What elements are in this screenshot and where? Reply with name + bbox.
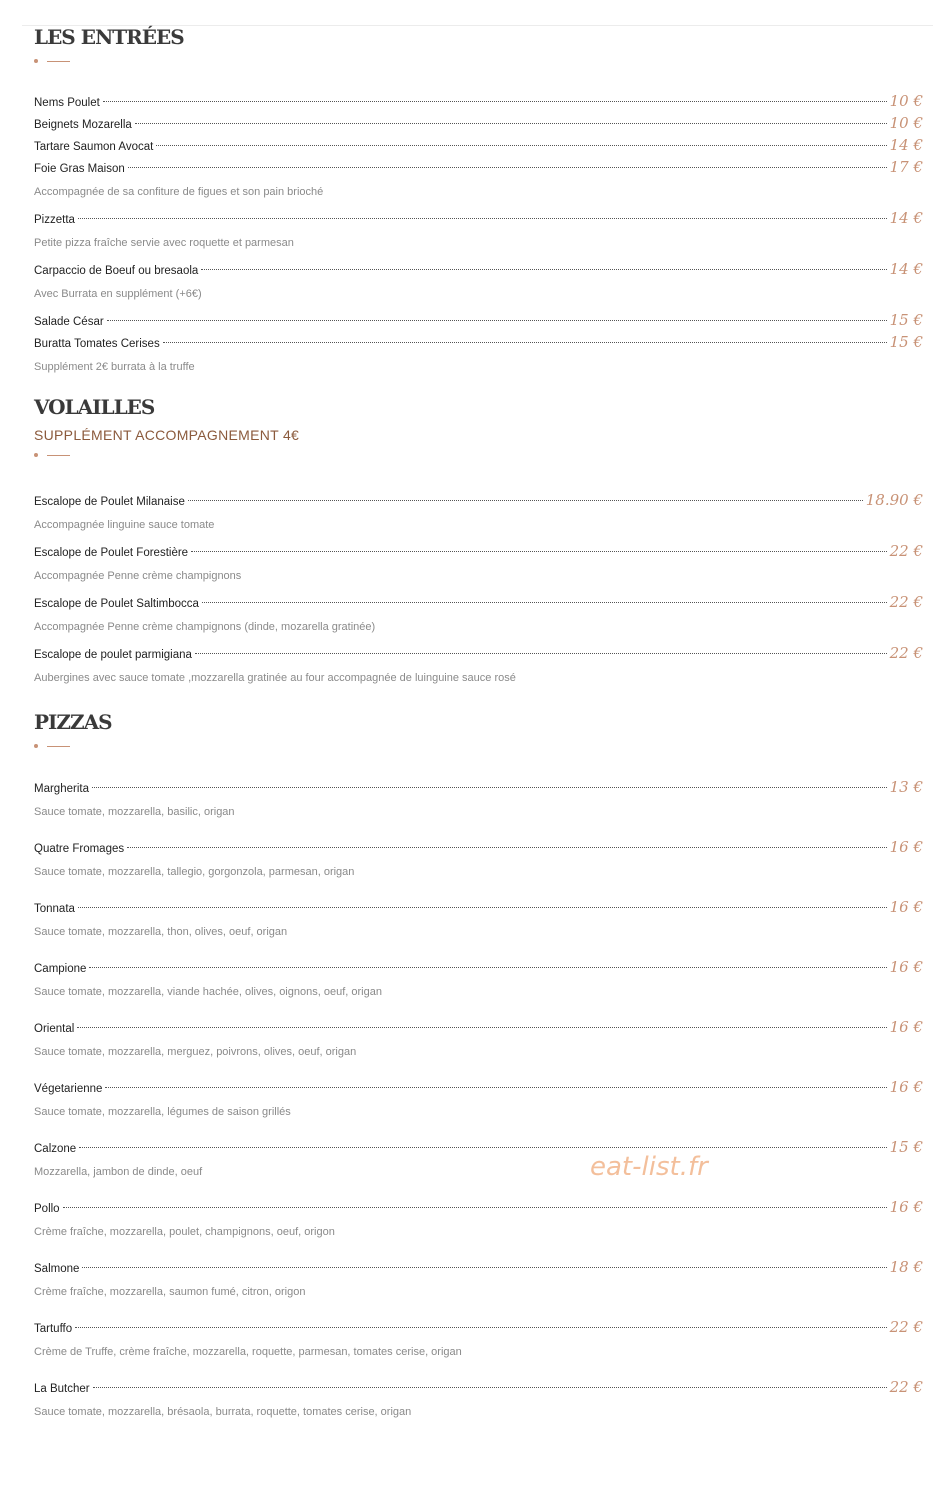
menu-item-row xyxy=(34,1316,923,1338)
menu-item-price: 22 € xyxy=(889,542,923,560)
menu-item xyxy=(34,642,923,693)
dotted-leader xyxy=(163,341,887,343)
menu-item-name: Beignets Mozarella xyxy=(34,119,132,131)
menu-item-price: 14 € xyxy=(889,260,923,278)
menu-item xyxy=(34,1376,923,1427)
menu-item-row xyxy=(34,540,923,562)
menu-item-name: Escalope de Poulet Forestière xyxy=(34,547,189,559)
divider-dot-icon xyxy=(34,744,38,748)
menu-item-name: Escalope de Poulet Saltimbocca xyxy=(34,598,199,610)
dotted-leader xyxy=(188,499,863,501)
menu-item xyxy=(34,1076,923,1127)
menu-item-name: Salade César xyxy=(34,316,104,328)
menu-item-price: 13 € xyxy=(889,778,923,796)
menu-item xyxy=(34,1316,923,1367)
menu-item xyxy=(34,112,923,134)
menu-item-row xyxy=(34,489,923,511)
menu-content xyxy=(34,24,923,1427)
menu-item xyxy=(34,776,923,827)
section-title-entrees: LES ENTRÉES xyxy=(34,25,184,49)
menu-item-row xyxy=(34,776,923,798)
menu-item-price: 17 € xyxy=(889,158,923,176)
section-divider xyxy=(34,450,923,460)
menu-item xyxy=(34,1136,923,1187)
menu-item-price: 22 € xyxy=(889,1378,923,1396)
menu-item-row xyxy=(34,156,923,178)
dotted-leader xyxy=(92,786,887,788)
menu-item xyxy=(34,156,923,207)
menu-item-description: Sauce tomate, mozzarella, thon, olives, oeuf, origan xyxy=(34,926,288,938)
section-divider xyxy=(34,56,923,66)
menu-item xyxy=(34,956,923,1007)
menu-item-row xyxy=(34,331,923,353)
menu-item xyxy=(34,207,923,258)
menu-item-price: 16 € xyxy=(889,838,923,856)
menu-item xyxy=(34,331,923,382)
menu-item-price: 14 € xyxy=(889,136,923,154)
menu-item-price: 16 € xyxy=(889,1078,923,1096)
menu-item-price: 16 € xyxy=(889,1198,923,1216)
menu-item-price: 15 € xyxy=(889,333,923,351)
menu-item xyxy=(34,896,923,947)
divider-dot-icon xyxy=(34,59,38,63)
menu-item-description: Accompagnée de sa confiture de figues et son pain brioché xyxy=(34,186,324,198)
menu-item-description: Crème fraîche, mozzarella, saumon fumé, citron, origon xyxy=(34,1286,306,1298)
menu-item-row xyxy=(34,1076,923,1098)
menu-item-row xyxy=(34,836,923,858)
menu-item-name: Tonnata xyxy=(34,903,75,915)
dotted-leader xyxy=(156,144,886,146)
dotted-leader xyxy=(78,217,887,219)
dotted-leader xyxy=(127,846,886,848)
menu-item-name: Buratta Tomates Cerises xyxy=(34,338,160,350)
menu-item-row xyxy=(34,956,923,978)
menu-item-description: Sauce tomate, mozzarella, viande hachée, olives, oignons, oeuf, origan xyxy=(34,986,382,998)
menu-item-row xyxy=(34,258,923,280)
menu-item-price: 16 € xyxy=(889,958,923,976)
menu-item-row xyxy=(34,309,923,331)
menu-item-name: Calzone xyxy=(34,1143,77,1155)
dotted-leader xyxy=(89,966,886,968)
dotted-leader xyxy=(103,100,887,102)
menu-item-row xyxy=(34,134,923,156)
menu-item xyxy=(34,836,923,887)
menu-item-price: 15 € xyxy=(889,311,923,329)
menu-item-row xyxy=(34,90,923,112)
menu-item-row xyxy=(34,591,923,613)
menu-item-price: 10 € xyxy=(889,114,923,132)
menu-item-name: Tartare Saumon Avocat xyxy=(34,141,154,153)
menu-item-price: 22 € xyxy=(889,644,923,662)
menu-item xyxy=(34,1196,923,1247)
menu-item xyxy=(34,90,923,112)
menu-item-name: Oriental xyxy=(34,1023,75,1035)
menu-item-name: Margherita xyxy=(34,783,89,795)
dotted-leader xyxy=(63,1206,887,1208)
section-subtitle-volailles: SUPPLÉMENT ACCOMPAGNEMENT 4€ xyxy=(34,427,300,443)
menu-item-description: Avec Burrata en supplément (+6€) xyxy=(34,288,202,300)
menu-list-volailles xyxy=(34,489,923,693)
menu-item-row xyxy=(34,207,923,229)
menu-item-description: Supplément 2€ burrata à la truffe xyxy=(34,361,195,373)
section-pizzas xyxy=(34,709,923,1427)
menu-item-description: Accompagnée Penne crème champignons (dinde, mozarella gratinée) xyxy=(34,621,376,633)
dotted-leader xyxy=(77,1026,886,1028)
menu-item-row xyxy=(34,1196,923,1218)
menu-item-row xyxy=(34,1376,923,1398)
menu-item-name: Tartuffo xyxy=(34,1323,73,1335)
menu-item xyxy=(34,1016,923,1067)
dotted-leader xyxy=(135,122,887,124)
menu-item-row xyxy=(34,1256,923,1278)
dotted-leader xyxy=(105,1086,886,1088)
dotted-leader xyxy=(202,601,887,603)
menu-item-row xyxy=(34,642,923,664)
dotted-leader xyxy=(195,652,887,654)
menu-item-description: Petite pizza fraîche servie avec roquette et parmesan xyxy=(34,237,294,249)
menu-item-name: La Butcher xyxy=(34,1383,90,1395)
menu-item-name: Pollo xyxy=(34,1203,60,1215)
menu-item-price: 22 € xyxy=(889,593,923,611)
menu-item xyxy=(34,489,923,540)
menu-item-name: Quatre Fromages xyxy=(34,843,125,855)
menu-item-description: Crème fraîche, mozzarella, poulet, champignons, oeuf, origon xyxy=(34,1226,335,1238)
menu-item-price: 18.90 € xyxy=(865,491,923,509)
dotted-leader xyxy=(79,1146,886,1148)
menu-item xyxy=(34,258,923,309)
menu-item-price: 16 € xyxy=(889,898,923,916)
menu-item-row xyxy=(34,896,923,918)
menu-item xyxy=(34,309,923,331)
dotted-leader xyxy=(128,166,887,168)
dotted-leader xyxy=(107,319,887,321)
menu-item-name: Végetarienne xyxy=(34,1083,103,1095)
menu-item-price: 18 € xyxy=(889,1258,923,1276)
menu-item-row xyxy=(34,1136,923,1158)
menu-item-description: Accompagnée Penne crème champignons xyxy=(34,570,242,582)
menu-item xyxy=(34,591,923,642)
menu-item-name: Salmone xyxy=(34,1263,80,1275)
menu-item-description: Sauce tomate, mozzarella, merguez, poivrons, olives, oeuf, origan xyxy=(34,1046,357,1058)
section-divider xyxy=(34,741,923,751)
menu-item-name: Nems Poulet xyxy=(34,97,100,109)
menu-item-price: 15 € xyxy=(889,1138,923,1156)
menu-item-description: Aubergines avec sauce tomate ,mozzarella gratinée au four accompagnée de luinguine sauce rosé xyxy=(34,672,516,684)
dotted-leader xyxy=(78,906,887,908)
menu-item-description: Sauce tomate, mozzarella, tallegio, gorgonzola, parmesan, origan xyxy=(34,866,355,878)
dotted-leader xyxy=(201,268,886,270)
watermark-text: eat-list.fr xyxy=(590,1152,708,1182)
menu-item-description: Sauce tomate, mozzarella, basilic, origan xyxy=(34,806,235,818)
menu-item-price: 14 € xyxy=(889,209,923,227)
section-entrees xyxy=(34,24,923,382)
menu-item-name: Carpaccio de Boeuf ou bresaola xyxy=(34,265,199,277)
menu-item xyxy=(34,540,923,591)
menu-item-price: 22 € xyxy=(889,1318,923,1336)
menu-list-entrees xyxy=(34,90,923,382)
menu-item-row xyxy=(34,112,923,134)
menu-item-price: 16 € xyxy=(889,1018,923,1036)
menu-list-pizzas xyxy=(34,776,923,1427)
menu-item xyxy=(34,1256,923,1307)
menu-item-price: 10 € xyxy=(889,92,923,110)
section-title-volailles: VOLAILLES xyxy=(34,395,155,419)
divider-dot-icon xyxy=(34,453,38,457)
menu-item-name: Escalope de Poulet Milanaise xyxy=(34,496,185,508)
section-title-pizzas: PIZZAS xyxy=(34,710,112,734)
menu-item-row xyxy=(34,1016,923,1038)
menu-item-name: Pizzetta xyxy=(34,214,75,226)
dotted-leader xyxy=(93,1386,887,1388)
menu-item-description: Sauce tomate, mozzarella, brésaola, burrata, roquette, tomates cerise, origan xyxy=(34,1406,412,1418)
dotted-leader xyxy=(191,550,887,552)
menu-item-name: Escalope de poulet parmigiana xyxy=(34,649,192,661)
section-volailles xyxy=(34,394,923,693)
menu-item-name: Foie Gras Maison xyxy=(34,163,125,175)
dotted-leader xyxy=(75,1326,886,1328)
menu-item-name: Campione xyxy=(34,963,87,975)
dotted-leader xyxy=(82,1266,886,1268)
menu-item-description: Mozzarella, jambon de dinde, oeuf xyxy=(34,1166,203,1178)
menu-item xyxy=(34,134,923,156)
menu-item-description: Crème de Truffe, crème fraîche, mozzarella, roquette, parmesan, tomates cerise, origan xyxy=(34,1346,462,1358)
menu-item-description: Sauce tomate, mozzarella, légumes de saison grillés xyxy=(34,1106,291,1118)
menu-item-description: Accompagnée linguine sauce tomate xyxy=(34,519,215,531)
